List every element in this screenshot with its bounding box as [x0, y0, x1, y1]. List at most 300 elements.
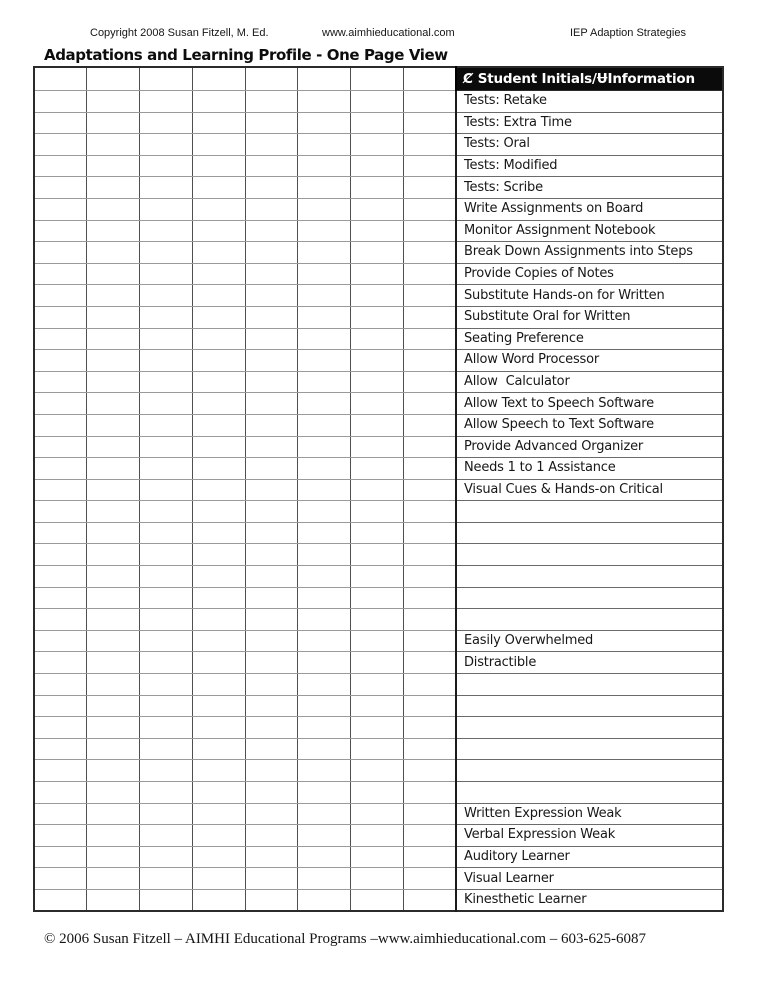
student-mark-cell [403, 868, 456, 890]
student-mark-cell [87, 198, 140, 220]
student-mark-cell [245, 263, 298, 285]
student-mark-cell [192, 652, 245, 674]
student-mark-cell [140, 285, 193, 307]
student-mark-cell [351, 263, 404, 285]
row-label: Tests: Extra Time [456, 112, 723, 134]
table-row [34, 198, 723, 220]
student-mark-cell [245, 717, 298, 739]
student-mark-cell [192, 782, 245, 804]
student-mark-cell [245, 544, 298, 566]
student-mark-cell [298, 566, 351, 588]
student-mark-cell [245, 738, 298, 760]
student-mark-cell [351, 501, 404, 523]
student-mark-cell [298, 285, 351, 307]
row-label: Distractible [456, 652, 723, 674]
student-mark-cell [403, 91, 456, 113]
student-mark-cell [245, 393, 298, 415]
table-row [34, 501, 723, 523]
row-label: Allow Word Processor [456, 350, 723, 372]
student-mark-cell [140, 544, 193, 566]
student-mark-cell [87, 803, 140, 825]
student-mark-cell [140, 760, 193, 782]
student-mark-cell [140, 134, 193, 156]
student-mark-cell [140, 782, 193, 804]
student-mark-cell [140, 328, 193, 350]
table-row [34, 889, 723, 911]
student-mark-cell [298, 717, 351, 739]
student-mark-cell [34, 436, 87, 458]
student-mark-cell [87, 414, 140, 436]
student-mark-cell [87, 782, 140, 804]
student-mark-cell [403, 414, 456, 436]
student-mark-cell [192, 868, 245, 890]
student-mark-cell [298, 609, 351, 631]
student-mark-cell [192, 630, 245, 652]
row-label: Tests: Modified [456, 155, 723, 177]
student-mark-cell [192, 587, 245, 609]
student-mark-cell [87, 760, 140, 782]
student-mark-cell [192, 263, 245, 285]
student-mark-cell [245, 285, 298, 307]
student-mark-cell [140, 695, 193, 717]
student-mark-cell [87, 306, 140, 328]
student-mark-cell [298, 436, 351, 458]
student-mark-cell [87, 738, 140, 760]
student-mark-cell [34, 695, 87, 717]
down-arrow-icon: Ʉ [596, 71, 608, 87]
student-mark-cell [192, 112, 245, 134]
table-row [34, 350, 723, 372]
student-mark-cell [87, 220, 140, 242]
student-mark-cell [245, 414, 298, 436]
student-mark-cell [87, 717, 140, 739]
table-row [34, 760, 723, 782]
row-label: Tests: Oral [456, 134, 723, 156]
student-mark-cell [403, 436, 456, 458]
student-mark-cell [192, 155, 245, 177]
student-mark-cell [34, 652, 87, 674]
student-mark-cell [245, 91, 298, 113]
row-label: Substitute Oral for Written [456, 306, 723, 328]
row-label: Break Down Assignments into Steps [456, 242, 723, 264]
student-mark-cell [87, 587, 140, 609]
student-mark-cell [87, 479, 140, 501]
student-mark-cell [245, 695, 298, 717]
student-mark-cell [34, 674, 87, 696]
row-label: Allow Text to Speech Software [456, 393, 723, 415]
table-row [34, 587, 723, 609]
row-label [456, 587, 723, 609]
student-mark-cell [140, 889, 193, 911]
student-mark-cell [245, 889, 298, 911]
student-initials-header-cell [34, 67, 87, 91]
student-initials-header-cell [298, 67, 351, 91]
student-mark-cell [140, 177, 193, 199]
student-mark-cell [351, 91, 404, 113]
table-row [34, 738, 723, 760]
student-mark-cell [34, 328, 87, 350]
student-mark-cell [298, 889, 351, 911]
student-mark-cell [34, 350, 87, 372]
student-mark-cell [87, 436, 140, 458]
student-mark-cell [403, 674, 456, 696]
student-mark-cell [87, 868, 140, 890]
student-mark-cell [403, 803, 456, 825]
table-row [34, 263, 723, 285]
student-mark-cell [298, 782, 351, 804]
student-mark-cell [34, 242, 87, 264]
student-mark-cell [403, 242, 456, 264]
student-mark-cell [87, 695, 140, 717]
student-mark-cell [403, 458, 456, 480]
row-label: Easily Overwhelmed [456, 630, 723, 652]
student-mark-cell [403, 263, 456, 285]
student-mark-cell [245, 198, 298, 220]
student-mark-cell [403, 177, 456, 199]
student-mark-cell [34, 846, 87, 868]
student-mark-cell [140, 501, 193, 523]
student-mark-cell [192, 717, 245, 739]
student-mark-cell [298, 350, 351, 372]
student-mark-cell [403, 220, 456, 242]
student-mark-cell [245, 328, 298, 350]
student-mark-cell [403, 738, 456, 760]
student-mark-cell [298, 522, 351, 544]
student-mark-cell [245, 134, 298, 156]
student-mark-cell [87, 825, 140, 847]
student-mark-cell [192, 566, 245, 588]
student-mark-cell [140, 91, 193, 113]
row-label [456, 501, 723, 523]
student-mark-cell [87, 371, 140, 393]
student-mark-cell [34, 220, 87, 242]
student-mark-cell [87, 501, 140, 523]
student-mark-cell [140, 609, 193, 631]
student-mark-cell [87, 522, 140, 544]
student-mark-cell [140, 803, 193, 825]
row-label [456, 760, 723, 782]
student-mark-cell [298, 371, 351, 393]
student-mark-cell [34, 803, 87, 825]
table-header-row [34, 67, 723, 91]
student-mark-cell [192, 393, 245, 415]
table-row [34, 414, 723, 436]
table-row [34, 371, 723, 393]
table-row [34, 868, 723, 890]
student-mark-cell [34, 889, 87, 911]
student-mark-cell [298, 803, 351, 825]
page-title: Adaptations and Learning Profile - One Page View [44, 46, 448, 64]
student-mark-cell [403, 609, 456, 631]
table-row [34, 155, 723, 177]
student-initials-header-cell [403, 67, 456, 91]
student-mark-cell [298, 220, 351, 242]
row-label [456, 717, 723, 739]
table-row [34, 479, 723, 501]
student-mark-cell [351, 220, 404, 242]
student-mark-cell [245, 350, 298, 372]
student-mark-cell [351, 782, 404, 804]
row-label: Auditory Learner [456, 846, 723, 868]
student-mark-cell [140, 566, 193, 588]
student-mark-cell [140, 738, 193, 760]
table-row [34, 695, 723, 717]
student-mark-cell [192, 177, 245, 199]
student-mark-cell [192, 501, 245, 523]
student-mark-cell [87, 674, 140, 696]
table-row [34, 803, 723, 825]
student-mark-cell [87, 155, 140, 177]
student-mark-cell [87, 177, 140, 199]
table-row [34, 717, 723, 739]
student-mark-cell [298, 544, 351, 566]
row-label [456, 738, 723, 760]
student-mark-cell [87, 350, 140, 372]
student-mark-cell [298, 134, 351, 156]
student-mark-cell [192, 285, 245, 307]
student-mark-cell [87, 566, 140, 588]
student-initials-header-cell [140, 67, 193, 91]
student-mark-cell [403, 112, 456, 134]
row-label: Allow Calculator [456, 371, 723, 393]
student-mark-cell [245, 652, 298, 674]
table-row [34, 306, 723, 328]
student-mark-cell [403, 306, 456, 328]
student-mark-cell [298, 177, 351, 199]
table-row [34, 177, 723, 199]
student-mark-cell [140, 414, 193, 436]
student-mark-cell [403, 134, 456, 156]
student-mark-cell [298, 479, 351, 501]
header-label-part2: Information [607, 71, 695, 87]
student-initials-header-cell [192, 67, 245, 91]
student-mark-cell [403, 630, 456, 652]
student-mark-cell [192, 371, 245, 393]
row-label [456, 695, 723, 717]
student-mark-cell [351, 285, 404, 307]
table-row [34, 220, 723, 242]
row-label: Visual Cues & Hands-on Critical [456, 479, 723, 501]
table-row [34, 652, 723, 674]
student-mark-cell [140, 868, 193, 890]
table-row [34, 285, 723, 307]
student-mark-cell [140, 846, 193, 868]
student-mark-cell [351, 306, 404, 328]
student-mark-cell [34, 112, 87, 134]
student-mark-cell [351, 479, 404, 501]
student-mark-cell [351, 868, 404, 890]
student-mark-cell [192, 695, 245, 717]
table-row [34, 91, 723, 113]
student-mark-cell [140, 587, 193, 609]
student-mark-cell [351, 846, 404, 868]
student-mark-cell [34, 306, 87, 328]
student-mark-cell [403, 155, 456, 177]
student-mark-cell [87, 652, 140, 674]
table-row [34, 630, 723, 652]
student-mark-cell [87, 630, 140, 652]
student-mark-cell [140, 630, 193, 652]
student-mark-cell [245, 177, 298, 199]
student-mark-cell [403, 889, 456, 911]
student-mark-cell [140, 436, 193, 458]
student-mark-cell [298, 825, 351, 847]
student-mark-cell [192, 760, 245, 782]
student-mark-cell [87, 609, 140, 631]
student-mark-cell [245, 609, 298, 631]
student-mark-cell [351, 738, 404, 760]
student-mark-cell [403, 285, 456, 307]
student-mark-cell [34, 522, 87, 544]
student-mark-cell [351, 112, 404, 134]
student-mark-cell [298, 458, 351, 480]
student-mark-cell [87, 889, 140, 911]
student-mark-cell [140, 242, 193, 264]
student-mark-cell [245, 868, 298, 890]
student-mark-cell [403, 479, 456, 501]
student-mark-cell [140, 220, 193, 242]
student-mark-cell [192, 544, 245, 566]
student-mark-cell [34, 760, 87, 782]
student-mark-cell [140, 652, 193, 674]
row-label: Monitor Assignment Notebook [456, 220, 723, 242]
student-mark-cell [87, 846, 140, 868]
row-label: Tests: Retake [456, 91, 723, 113]
student-mark-cell [298, 155, 351, 177]
student-mark-cell [298, 587, 351, 609]
student-mark-cell [298, 652, 351, 674]
student-mark-cell [87, 112, 140, 134]
student-mark-cell [298, 630, 351, 652]
student-mark-cell [298, 91, 351, 113]
row-label [456, 609, 723, 631]
student-mark-cell [140, 458, 193, 480]
row-label [456, 566, 723, 588]
student-initials-header-cell [245, 67, 298, 91]
student-mark-cell [87, 544, 140, 566]
table-row [34, 522, 723, 544]
category-text: IEP Adaption Strategies [570, 27, 686, 39]
row-label [456, 522, 723, 544]
student-mark-cell [351, 674, 404, 696]
student-mark-cell [403, 371, 456, 393]
student-mark-cell [192, 479, 245, 501]
student-mark-cell [34, 630, 87, 652]
student-mark-cell [192, 738, 245, 760]
student-mark-cell [192, 674, 245, 696]
row-label [456, 544, 723, 566]
student-mark-cell [34, 566, 87, 588]
student-mark-cell [298, 393, 351, 415]
table-row [34, 566, 723, 588]
student-mark-cell [351, 717, 404, 739]
row-label: Written Expression Weak [456, 803, 723, 825]
student-mark-cell [192, 458, 245, 480]
student-mark-cell [87, 328, 140, 350]
row-label: Allow Speech to Text Software [456, 414, 723, 436]
student-mark-cell [351, 566, 404, 588]
student-mark-cell [403, 566, 456, 588]
student-mark-cell [403, 587, 456, 609]
student-mark-cell [351, 652, 404, 674]
student-mark-cell [34, 458, 87, 480]
table-row [34, 328, 723, 350]
student-mark-cell [34, 825, 87, 847]
student-mark-cell [351, 242, 404, 264]
student-mark-cell [403, 350, 456, 372]
student-mark-cell [351, 393, 404, 415]
student-mark-cell [192, 350, 245, 372]
table-row [34, 825, 723, 847]
student-mark-cell [245, 522, 298, 544]
student-mark-cell [140, 393, 193, 415]
student-mark-cell [34, 134, 87, 156]
student-mark-cell [403, 544, 456, 566]
website-text: www.aimhieducational.com [322, 27, 455, 39]
student-mark-cell [192, 198, 245, 220]
student-mark-cell [34, 155, 87, 177]
student-mark-cell [403, 846, 456, 868]
student-mark-cell [192, 846, 245, 868]
student-mark-cell [140, 717, 193, 739]
table-row [34, 393, 723, 415]
table-row [34, 458, 723, 480]
adaptations-table [33, 66, 724, 912]
student-mark-cell [140, 350, 193, 372]
student-mark-cell [351, 760, 404, 782]
student-mark-cell [192, 803, 245, 825]
student-mark-cell [34, 285, 87, 307]
row-label: Seating Preference [456, 328, 723, 350]
student-mark-cell [140, 112, 193, 134]
student-mark-cell [140, 479, 193, 501]
student-mark-cell [245, 371, 298, 393]
student-mark-cell [34, 393, 87, 415]
student-mark-cell [298, 112, 351, 134]
student-mark-cell [34, 609, 87, 631]
student-mark-cell [403, 393, 456, 415]
student-mark-cell [192, 91, 245, 113]
student-mark-cell [351, 803, 404, 825]
student-mark-cell [245, 825, 298, 847]
student-mark-cell [351, 587, 404, 609]
student-mark-cell [403, 825, 456, 847]
student-mark-cell [351, 522, 404, 544]
student-mark-cell [192, 522, 245, 544]
student-mark-cell [192, 436, 245, 458]
student-mark-cell [192, 242, 245, 264]
student-mark-cell [351, 630, 404, 652]
student-mark-cell [403, 760, 456, 782]
student-mark-cell [34, 263, 87, 285]
student-mark-cell [34, 717, 87, 739]
table-header-label-cell [456, 67, 723, 91]
table-row [34, 674, 723, 696]
student-initials-header-cell [351, 67, 404, 91]
student-mark-cell [298, 868, 351, 890]
row-label: Needs 1 to 1 Assistance [456, 458, 723, 480]
student-mark-cell [34, 501, 87, 523]
student-mark-cell [140, 825, 193, 847]
student-mark-cell [34, 544, 87, 566]
student-mark-cell [192, 220, 245, 242]
student-mark-cell [34, 414, 87, 436]
student-mark-cell [298, 328, 351, 350]
student-mark-cell [245, 587, 298, 609]
page-footer: © 2006 Susan Fitzell – AIMHI Educational Programs –www.aimhieducational.com – 603-625-6087 [44, 931, 646, 947]
table-row [34, 112, 723, 134]
student-mark-cell [245, 760, 298, 782]
